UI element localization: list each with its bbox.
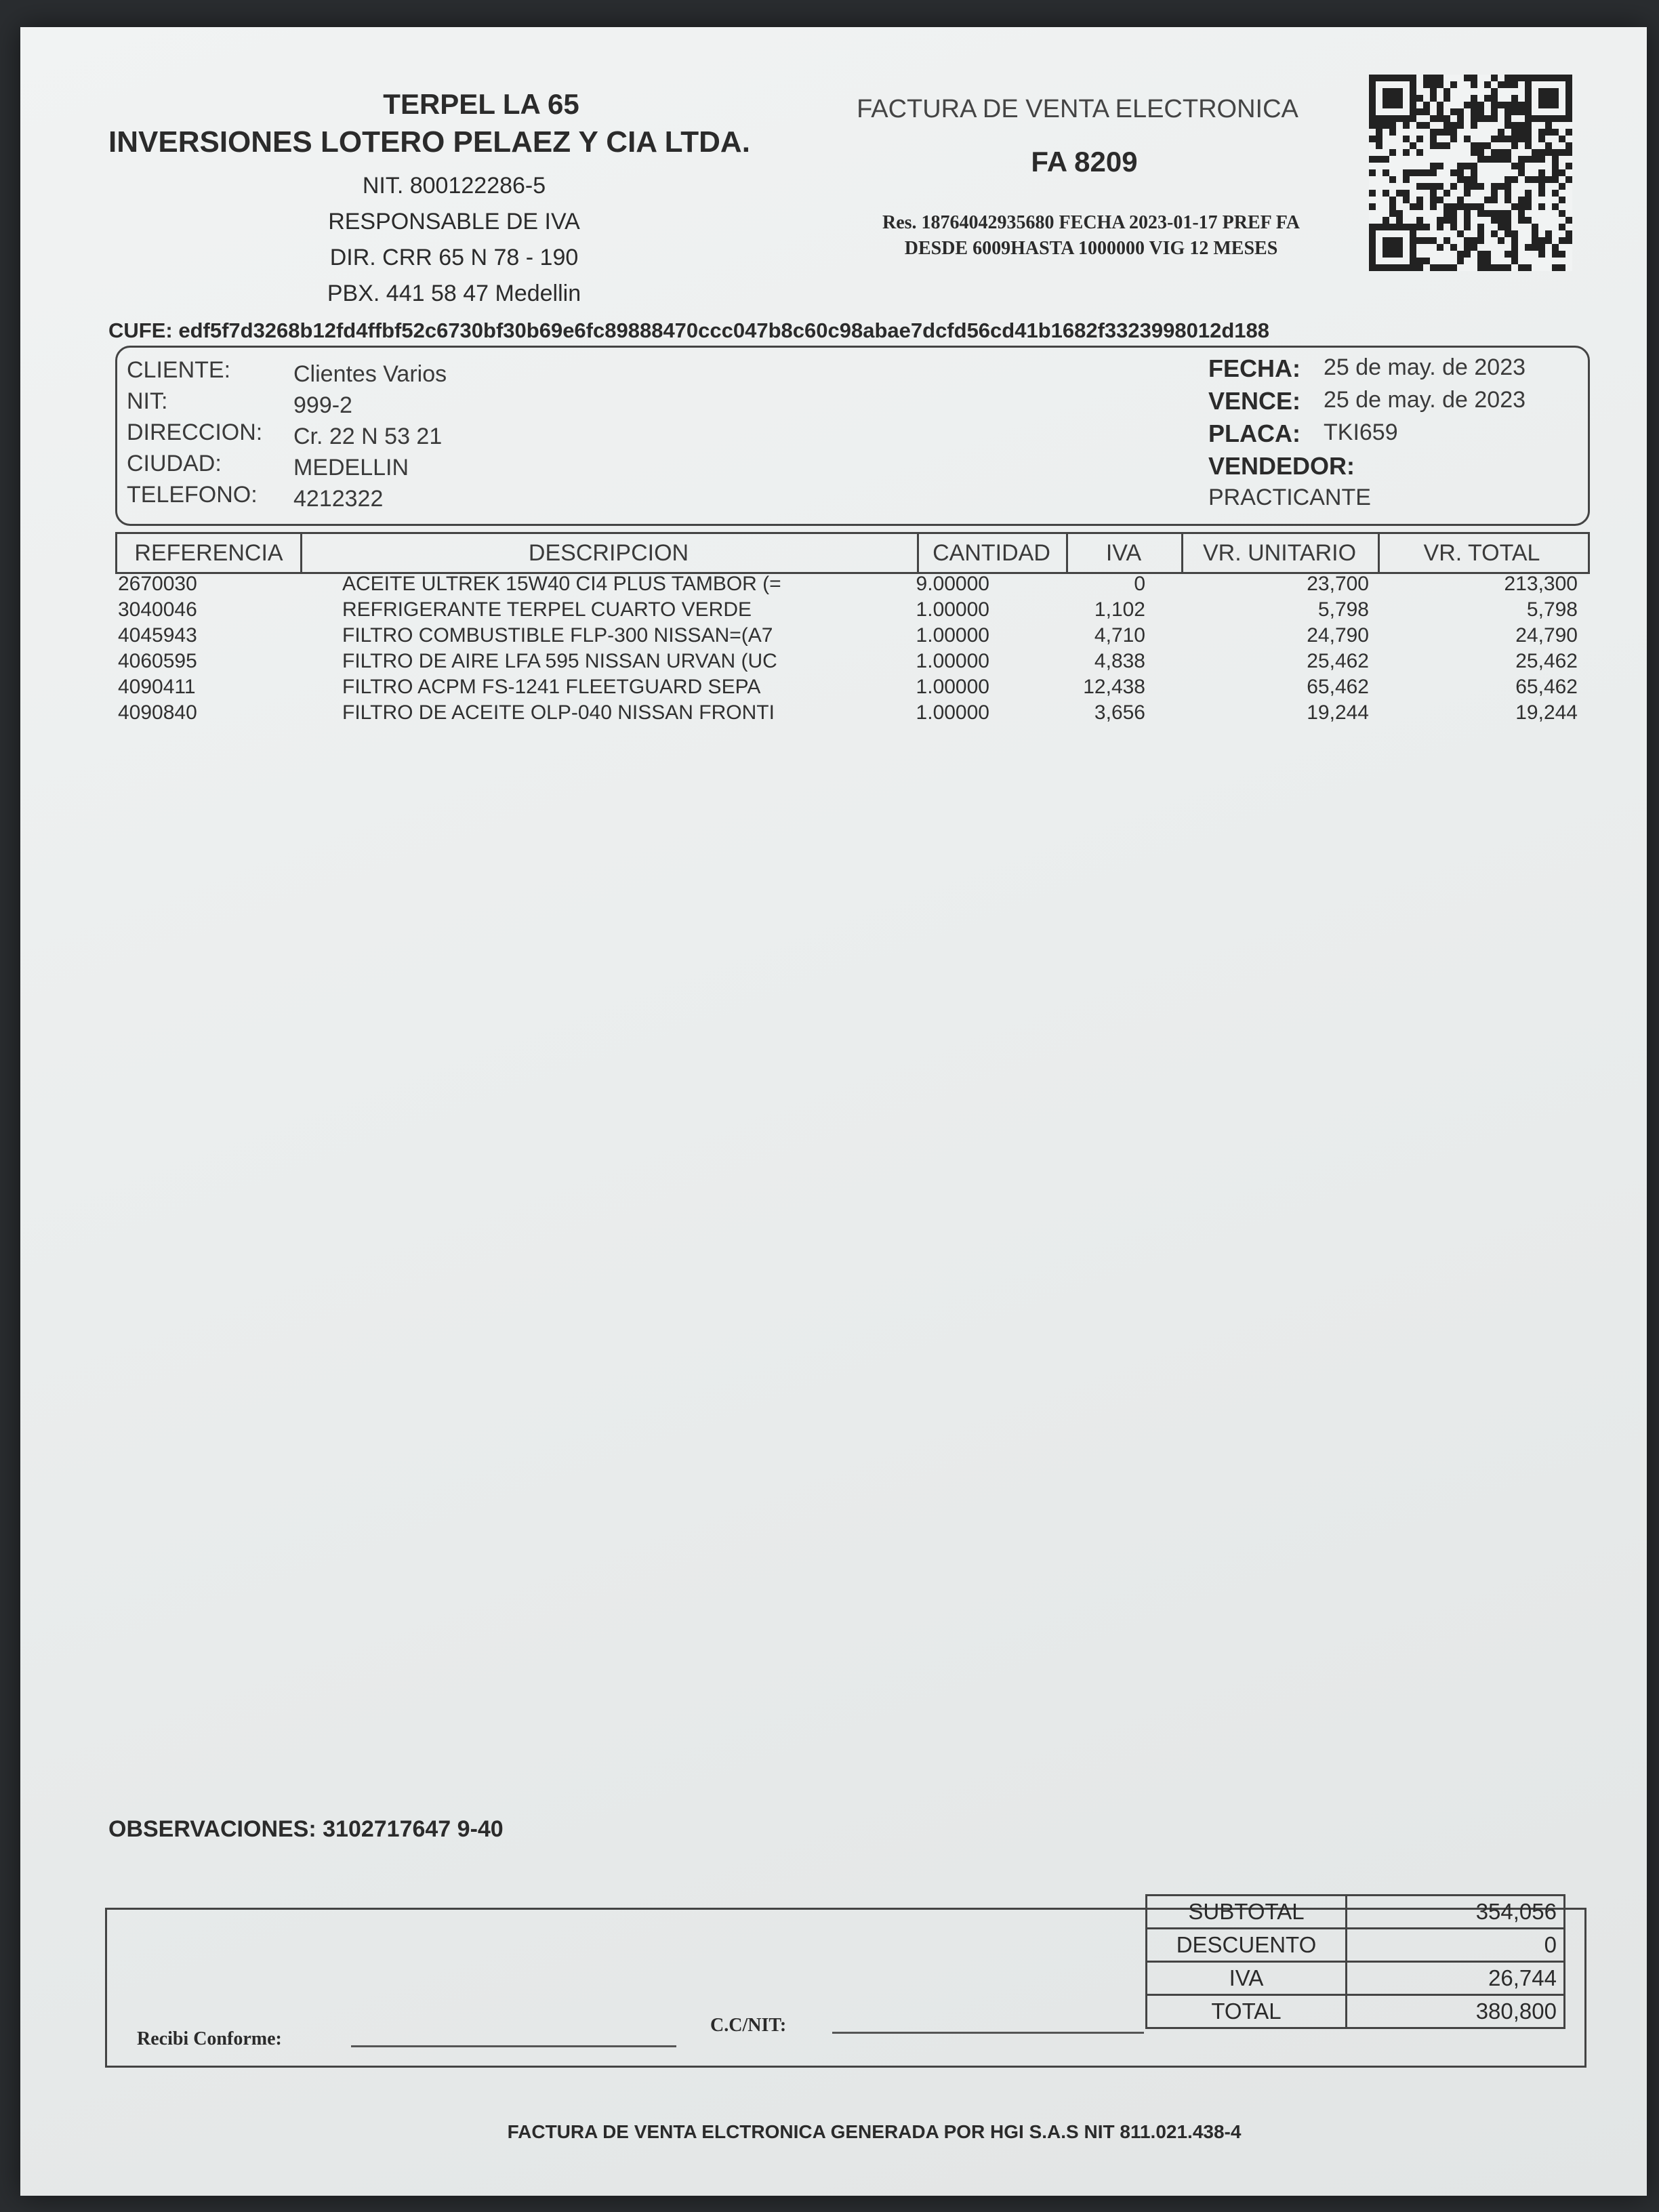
row-quantity: 1.00000 (916, 676, 989, 698)
row-iva: 3,656 (1094, 701, 1145, 724)
header-quantity: CANTIDAD (917, 534, 1068, 572)
iva-label: IVA (1147, 1962, 1347, 1995)
row-unit-price: 25,462 (1307, 650, 1369, 672)
nit-value: 999-2 (293, 392, 352, 418)
row-iva: 0 (1134, 573, 1145, 595)
address-value: Cr. 22 N 53 21 (293, 424, 443, 449)
due-value: 25 de may. de 2023 (1324, 387, 1526, 413)
row-quantity: 1.00000 (916, 650, 989, 672)
received-signature-line (351, 2045, 676, 2047)
header-iva: IVA (1066, 534, 1183, 572)
subtotal-label: SUBTOTAL (1147, 1896, 1347, 1929)
row-iva: 1,102 (1094, 598, 1145, 621)
table-row (115, 676, 1586, 701)
row-reference: 4090411 (118, 676, 196, 698)
row-description: FILTRO COMBUSTIBLE FLP-300 NISSAN=(A7 (342, 624, 773, 647)
discount-label: DESCUENTO (1147, 1929, 1347, 1962)
totals-table (1145, 1894, 1565, 2029)
company-regime: RESPONSABLE DE IVA (328, 209, 580, 234)
row-reference: 4090840 (118, 701, 197, 724)
header-description: DESCRIPCION (300, 534, 919, 572)
row-description: FILTRO DE AIRE LFA 595 NISSAN URVAN (UC (342, 650, 777, 672)
iva-value: 26,744 (1347, 1962, 1565, 1995)
table-row (115, 573, 1586, 598)
subtotal-value: 354,056 (1347, 1896, 1565, 1929)
row-quantity: 1.00000 (916, 701, 989, 724)
phone-value: 4212322 (293, 486, 384, 512)
client-info-box (115, 346, 1590, 526)
company-address: DIR. CRR 65 N 78 - 190 (329, 245, 579, 270)
cufe-code: CUFE: edf5f7d3268b12fd4ffbf52c6730bf30b69e6fc89888470ccc047b8c60c98abae7dcfd56cd41b1682f3323998012d188 (108, 319, 1269, 342)
invoice-number: FA 8209 (1031, 146, 1138, 178)
plate-label: PLACA: (1208, 419, 1300, 447)
row-iva: 4,838 (1094, 650, 1145, 672)
row-iva: 4,710 (1094, 624, 1145, 647)
observations: OBSERVACIONES: 3102717647 9-40 (108, 1816, 504, 1842)
row-unit-price: 65,462 (1307, 676, 1369, 698)
row-unit-price: 19,244 (1307, 701, 1369, 724)
row-description: FILTRO ACPM FS-1241 FLEETGUARD SEPA (342, 676, 761, 698)
client-value: Clientes Varios (293, 361, 447, 387)
row-total: 65,462 (1515, 676, 1578, 698)
table-row (115, 624, 1586, 650)
date-value: 25 de may. de 2023 (1324, 354, 1526, 380)
row-description: REFRIGERANTE TERPEL CUARTO VERDE (342, 598, 752, 621)
ccnit-label: C.C/NIT: (710, 2015, 787, 2036)
row-total: 213,300 (1504, 573, 1578, 595)
address-label: DIRECCION: (127, 419, 263, 445)
ccnit-line (832, 2032, 1144, 2034)
row-quantity: 1.00000 (916, 598, 989, 621)
row-total: 19,244 (1515, 701, 1578, 724)
row-unit-price: 5,798 (1317, 598, 1369, 621)
date-label: FECHA: (1208, 354, 1300, 382)
total-value: 380,800 (1347, 1995, 1565, 2028)
client-label: CLIENTE: (127, 357, 231, 383)
row-quantity: 9.00000 (916, 573, 989, 595)
row-description: ACEITE ULTREK 15W40 CI4 PLUS TAMBOR (= (342, 573, 781, 595)
resolution-line-2: DESDE 6009HASTA 1000000 VIG 12 MESES (904, 238, 1278, 259)
row-reference: 2670030 (118, 573, 197, 595)
row-unit-price: 24,790 (1307, 624, 1369, 647)
company-nit: NIT. 800122286-5 (362, 173, 546, 199)
seller-label: VENDEDOR: (1208, 452, 1355, 480)
table-row (115, 598, 1586, 624)
invoice-resolution (813, 210, 1369, 262)
due-label: VENCE: (1208, 387, 1301, 415)
company-phone: PBX. 441 58 47 Medellin (327, 281, 581, 306)
header-reference: REFERENCIA (117, 534, 302, 572)
invoice-paper (20, 27, 1647, 2196)
row-total: 25,462 (1515, 650, 1578, 672)
plate-value: TKI659 (1324, 419, 1398, 445)
row-quantity: 1.00000 (916, 624, 989, 647)
nit-label: NIT: (127, 388, 168, 414)
received-label: Recibi Conforme: (137, 2028, 282, 2049)
items-table-header (115, 532, 1590, 574)
row-unit-price: 23,700 (1307, 573, 1369, 595)
company-name: INVERSIONES LOTERO PELAEZ Y CIA LTDA. (108, 125, 750, 159)
city-label: CIUDAD: (127, 451, 222, 476)
city-value: MEDELLIN (293, 455, 409, 480)
subtotal-row (1147, 1896, 1565, 1929)
resolution-line-1: Res. 18764042935680 FECHA 2023-01-17 PREF FA (882, 212, 1300, 233)
footer-note: FACTURA DE VENTA ELCTRONICA GENERADA POR HGI S.A.S NIT 811.021.438-4 (507, 2121, 1242, 2142)
row-iva: 12,438 (1083, 676, 1145, 698)
row-total: 24,790 (1515, 624, 1578, 647)
total-label: TOTAL (1147, 1995, 1347, 2028)
qr-code-icon (1369, 75, 1572, 271)
phone-label: TELEFONO: (127, 482, 258, 508)
table-row (115, 650, 1586, 676)
header-unit-price: VR. UNITARIO (1181, 534, 1380, 572)
row-reference: 4045943 (118, 624, 197, 647)
invoice-heading: FACTURA DE VENTA ELECTRONICA (857, 95, 1298, 123)
header-total: VR. TOTAL (1423, 540, 1540, 566)
discount-value: 0 (1347, 1929, 1565, 1962)
seller-value: PRACTICANTE (1208, 485, 1371, 510)
row-description: FILTRO DE ACEITE OLP-040 NISSAN FRONTI (342, 701, 775, 724)
row-reference: 3040046 (118, 598, 197, 621)
company-title: TERPEL LA 65 (383, 88, 579, 120)
total-row (1147, 1995, 1565, 2028)
row-total: 5,798 (1526, 598, 1578, 621)
table-row (115, 701, 1586, 727)
row-reference: 4060595 (118, 650, 197, 672)
iva-row (1147, 1962, 1565, 1995)
discount-row (1147, 1929, 1565, 1962)
